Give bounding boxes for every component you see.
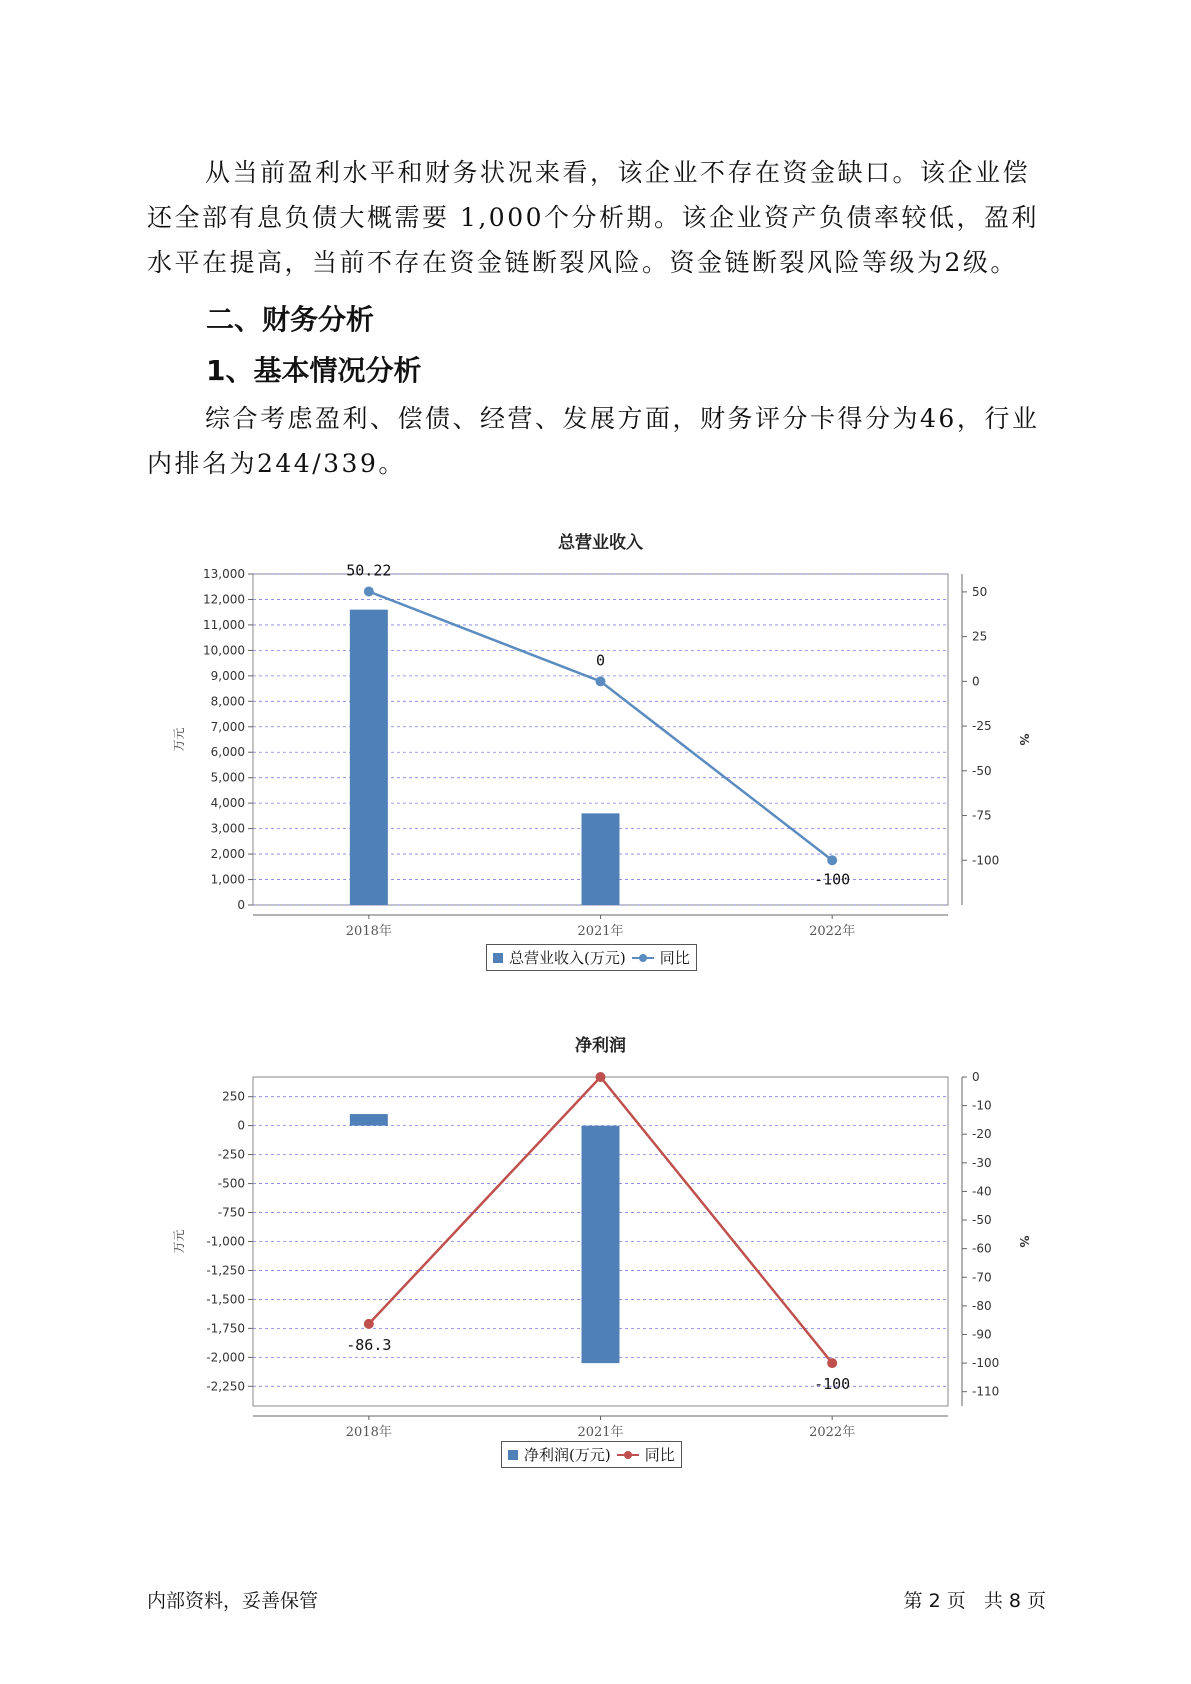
line-legend-swatch — [632, 953, 654, 963]
yoy-data-label: 0 — [595, 651, 606, 670]
right-tick-label: 50 — [972, 584, 988, 599]
yoy-data-label: -100 — [814, 1375, 851, 1394]
section-heading: 二、财务分析 — [206, 303, 375, 336]
right-tick-label: -75 — [972, 808, 992, 823]
right-tick-label: -60 — [972, 1241, 992, 1256]
chart-title: 净利润 — [575, 1036, 626, 1056]
right-tick-label: -50 — [972, 763, 992, 778]
right-tick-label: -110 — [972, 1384, 1000, 1399]
right-tick-label: -10 — [972, 1098, 992, 1113]
left-tick-label: 9,000 — [210, 668, 245, 683]
left-tick-label: 4,000 — [210, 796, 245, 811]
footer-page-number: 第 2 页 共 8 页 — [903, 1590, 1046, 1612]
bar-legend-swatch — [493, 953, 503, 963]
right-tick-label: 0 — [972, 1070, 980, 1084]
right-tick-label: -30 — [972, 1155, 992, 1170]
left-tick-label: -250 — [217, 1147, 245, 1162]
score-paragraph: 综合考虑盈利、偿债、经营、发展方面，财务评分卡得分为46，行业内排名为244/339。 — [147, 404, 1040, 478]
left-tick-label: 13,000 — [203, 567, 245, 581]
left-tick-label: 1,000 — [210, 872, 245, 887]
left-tick-label: -1,000 — [206, 1234, 245, 1249]
left-tick-label: -1,500 — [206, 1292, 245, 1307]
left-tick-label: -750 — [217, 1205, 245, 1220]
right-axis-title: % — [1017, 733, 1031, 746]
left-tick-label: 12,000 — [203, 592, 245, 607]
right-tick-label: 0 — [972, 674, 980, 689]
right-tick-label: -100 — [972, 1356, 1000, 1371]
right-axis-title: % — [1017, 1235, 1031, 1248]
subsection-heading: 1、基本情况分析 — [206, 354, 422, 387]
left-tick-label: 7,000 — [210, 719, 245, 734]
left-tick-label: 2,000 — [210, 847, 245, 862]
yoy-point — [827, 1358, 837, 1368]
left-tick-label: 0 — [237, 1118, 245, 1133]
yoy-data-label: -86.3 — [346, 1335, 392, 1354]
revenue-chart-legend — [486, 944, 697, 971]
yoy-data-label: 50.22 — [346, 561, 392, 580]
bar — [582, 1126, 620, 1363]
left-tick-label: 5,000 — [210, 770, 245, 785]
right-tick-label: -20 — [972, 1127, 992, 1142]
left-tick-label: 250 — [222, 1089, 245, 1104]
footer-confidential: 内部资料，妥善保管 — [147, 1590, 319, 1612]
left-tick-label: 8,000 — [210, 694, 245, 709]
left-tick-label: -1,250 — [206, 1263, 245, 1278]
left-axis-title: 万元 — [172, 1229, 186, 1254]
legend-line-label: 同比 — [644, 1446, 675, 1464]
x-tick-label: 2022年 — [809, 1425, 856, 1440]
net-profit-chart-legend — [501, 1441, 682, 1468]
x-tick-label: 2018年 — [345, 924, 392, 939]
legend-bar-label: 净利润(万元) — [524, 1446, 611, 1464]
left-tick-label: 10,000 — [203, 643, 245, 658]
left-tick-label: 3,000 — [210, 821, 245, 836]
right-tick-label: -70 — [972, 1270, 992, 1285]
bar-legend-swatch — [508, 1450, 518, 1460]
yoy-point — [364, 1319, 374, 1329]
summary-paragraph: 从当前盈利水平和财务状况来看，该企业不存在资金缺口。该企业偿还全部有息负债大概需要 1,000个分析期。该企业资产负债率较低，盈利水平在提高，当前不存在资金链断裂风险。资金链断裂风险等级为2级。 — [147, 158, 1040, 277]
right-tick-label: -90 — [972, 1327, 992, 1342]
yoy-point — [596, 1072, 606, 1082]
x-tick-label: 2022年 — [809, 924, 856, 939]
chart-title: 总营业收入 — [558, 533, 643, 553]
left-axis-title: 万元 — [172, 727, 186, 752]
left-tick-label: -2,250 — [206, 1379, 245, 1394]
right-tick-label: -50 — [972, 1213, 992, 1228]
left-tick-label: -500 — [217, 1176, 245, 1191]
left-tick-label: -1,750 — [206, 1321, 245, 1336]
right-tick-label: -80 — [972, 1298, 992, 1313]
left-tick-label: -2,000 — [206, 1350, 245, 1365]
left-tick-label: 11,000 — [203, 617, 245, 632]
right-tick-label: 25 — [972, 629, 988, 644]
x-tick-label: 2018年 — [345, 1425, 392, 1440]
bar — [350, 1114, 388, 1126]
legend-bar-label: 总营业收入(万元) — [509, 949, 626, 967]
x-tick-label: 2021年 — [577, 924, 624, 939]
right-tick-label: -25 — [972, 719, 992, 734]
right-tick-label: -100 — [972, 853, 1000, 868]
left-tick-label: 6,000 — [210, 745, 245, 760]
yoy-data-label: -100 — [814, 870, 851, 889]
right-tick-label: -40 — [972, 1184, 992, 1199]
legend-line-label: 同比 — [659, 949, 690, 967]
line-legend-swatch — [617, 1450, 639, 1460]
left-tick-label: 0 — [237, 898, 245, 912]
x-tick-label: 2021年 — [577, 1425, 624, 1440]
